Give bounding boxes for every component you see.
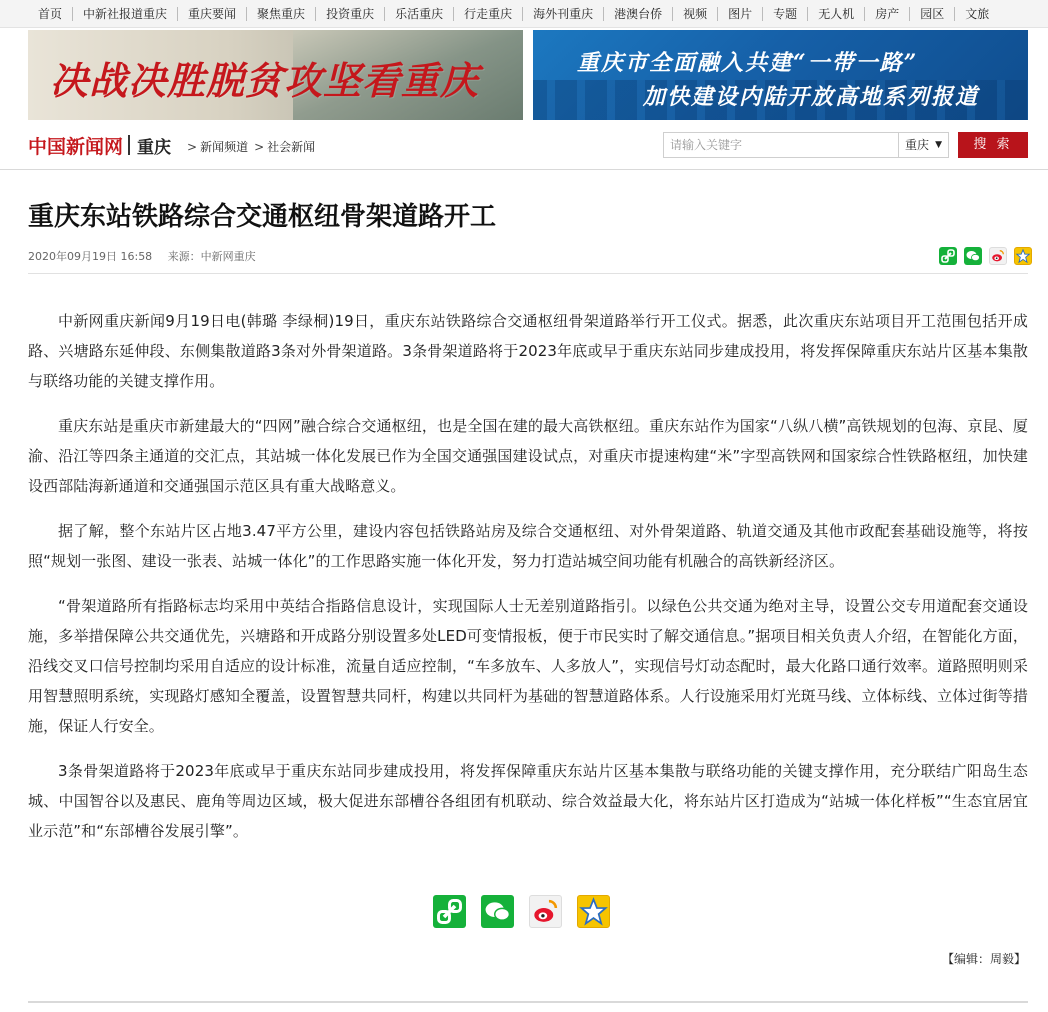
article-paragraph: “骨架道路所有指路标志均采用中英结合指路信息设计，实现国际人士无差别道路指引。以绿色公共交通为绝对主导，设置公交专用道配套交通设施，多举措保障公共交通优先，兴塘路和开成路分别设置多处LED可变情报板，便于市民实时了解交通信息。”据项目相关负责人介绍，在智能化方面，沿线交叉口信号控制均采用自适应的设计标准，流量自适应控制，“车多放车、人多放人”，实现信号灯动态配时，最大化路口通行效率。道路照明则采用智慧照明系统，实现路灯感知全覆盖，设置智慧共同杆，构建以共同杆为基础的智慧道路体系。人行设施采用灯光斑马线、立体标线、立体过街等措施，保证人行安全。 <box>28 597 1028 735</box>
logo-city[interactable]: 重庆 <box>137 138 171 158</box>
article-title: 重庆东站铁路综合交通枢纽骨架道路开工 <box>28 202 497 232</box>
banner-belt-road[interactable] <box>533 30 1028 120</box>
nav-item-topic[interactable]: 专题 <box>763 7 808 21</box>
editor-credit: 【编辑：周毅】 <box>941 952 1026 966</box>
nav-item-culture[interactable]: 文旅 <box>965 7 990 21</box>
nav-item-video[interactable]: 视频 <box>673 7 718 21</box>
share-bar-bottom <box>433 895 625 928</box>
share-bar-top <box>932 247 1032 265</box>
search-input[interactable]: 请输入关键字 <box>663 132 899 158</box>
breadcrumb-news-channel[interactable]: 新闻频道 <box>200 140 249 154</box>
qzone-icon[interactable] <box>1014 247 1032 265</box>
link-icon[interactable] <box>939 247 957 265</box>
top-nav-list <box>28 0 999 28</box>
article-body <box>28 306 1028 861</box>
nav-item-leisure[interactable]: 乐活重庆 <box>385 7 454 21</box>
nav-item-invest[interactable]: 投资重庆 <box>316 7 385 21</box>
meta-divider <box>28 273 1028 274</box>
banner-left-text: 决战决胜脱贫攻坚看重庆 <box>50 58 480 103</box>
bottom-divider <box>28 1001 1028 1003</box>
article-date: 2020年09月19日 16:58 <box>28 250 153 263</box>
breadcrumb <box>187 138 315 155</box>
search-scope-value: 重庆 <box>905 138 930 152</box>
article-paragraph: 中新网重庆新闻9月19日电(韩璐 李绿桐)19日，重庆东站铁路综合交通枢纽骨架道路举行开工仪式。据悉，此次重庆东站项目开工范围包括开成路、兴塘路东延伸段、东侧集散道路3条对外骨架道路。3条骨架道路将于2023年底或早于重庆东站同步建成投用，将发挥保障重庆东站片区基本集散与联络功能的关键支撑作用。 <box>28 312 1028 390</box>
article-paragraph: 据了解，整个东站片区占地3.47平方公里，建设内容包括铁路站房及综合交通枢纽、对外骨架道路、轨道交通及其他市政配套基础设施等，将按照“规划一张图、建设一张表、站城一体化”的工作思路实施一体化开发，努力打造站城空间功能有机融合的高铁新经济区。 <box>28 522 1028 570</box>
nav-item-home[interactable]: 首页 <box>28 7 73 21</box>
banner-poverty[interactable] <box>28 30 523 120</box>
caret-down-icon: ▼ <box>935 140 942 150</box>
nav-item-hmt[interactable]: 港澳台侨 <box>604 7 673 21</box>
article-source: 来源：中新网重庆 <box>167 250 256 263</box>
nav-item-property[interactable]: 房产 <box>865 7 910 21</box>
weibo-icon[interactable] <box>529 895 562 928</box>
nav-item-park[interactable]: 园区 <box>910 7 955 21</box>
article-paragraph: 重庆东站是重庆市新建最大的“四网”融合综合交通枢纽，也是全国在建的最大高铁枢纽。重庆东站作为国家“八纵八横”高铁规划的包海、京昆、厦渝、沿江等四条主通道的交汇点，其站城一体化发展已作为全国交通强国建设试点，对重庆市提速构建“米”字型高铁网和国家综合性铁路枢纽，加快建设西部陆海新通道和交通强国示范区具有重大战略意义。 <box>28 417 1028 495</box>
nav-item-cns-chongqing[interactable]: 中新社报道重庆 <box>73 7 178 21</box>
chevron-right-icon: > <box>187 139 198 154</box>
article-meta <box>28 248 268 264</box>
nav-item-photo[interactable]: 图片 <box>718 7 763 21</box>
banner-right-line2: 加快建设内陆开放高地系列报道 <box>643 84 980 110</box>
link-icon[interactable] <box>433 895 466 928</box>
logo-divider <box>128 135 130 155</box>
top-nav <box>0 0 1048 28</box>
nav-item-drone[interactable]: 无人机 <box>808 7 865 21</box>
nav-item-travel[interactable]: 行走重庆 <box>454 7 523 21</box>
site-logo[interactable]: 中国新闻网 <box>28 136 124 158</box>
breadcrumb-social-news[interactable]: 社会新闻 <box>267 140 316 154</box>
search-button[interactable]: 搜 索 <box>958 132 1028 158</box>
nav-item-overseas[interactable]: 海外刊重庆 <box>523 7 604 21</box>
weibo-icon[interactable] <box>989 247 1007 265</box>
nav-item-focus[interactable]: 聚焦重庆 <box>247 7 316 21</box>
search-scope-select[interactable] <box>899 132 949 158</box>
article-paragraph: 3条骨架道路将于2023年底或早于重庆东站同步建成投用，将发挥保障重庆东站片区基本集散与联络功能的关键支撑作用，充分联结广阳岛生态城、中国智谷以及惠民、鹿角等周边区域，极大促进东部槽谷各组团有机联动、综合效益最大化，将东站片区打造成为“站城一体化样板”“生态宜居宜业示范”和“东部槽谷发展引擎”。 <box>28 762 1028 840</box>
chevron-right-icon: > <box>254 139 265 154</box>
nav-item-chongqing-news[interactable]: 重庆要闻 <box>178 7 247 21</box>
banner-right-line1: 重庆市全面融入共建“一带一路” <box>577 50 919 76</box>
qzone-icon[interactable] <box>577 895 610 928</box>
wechat-icon[interactable] <box>481 895 514 928</box>
wechat-icon[interactable] <box>964 247 982 265</box>
